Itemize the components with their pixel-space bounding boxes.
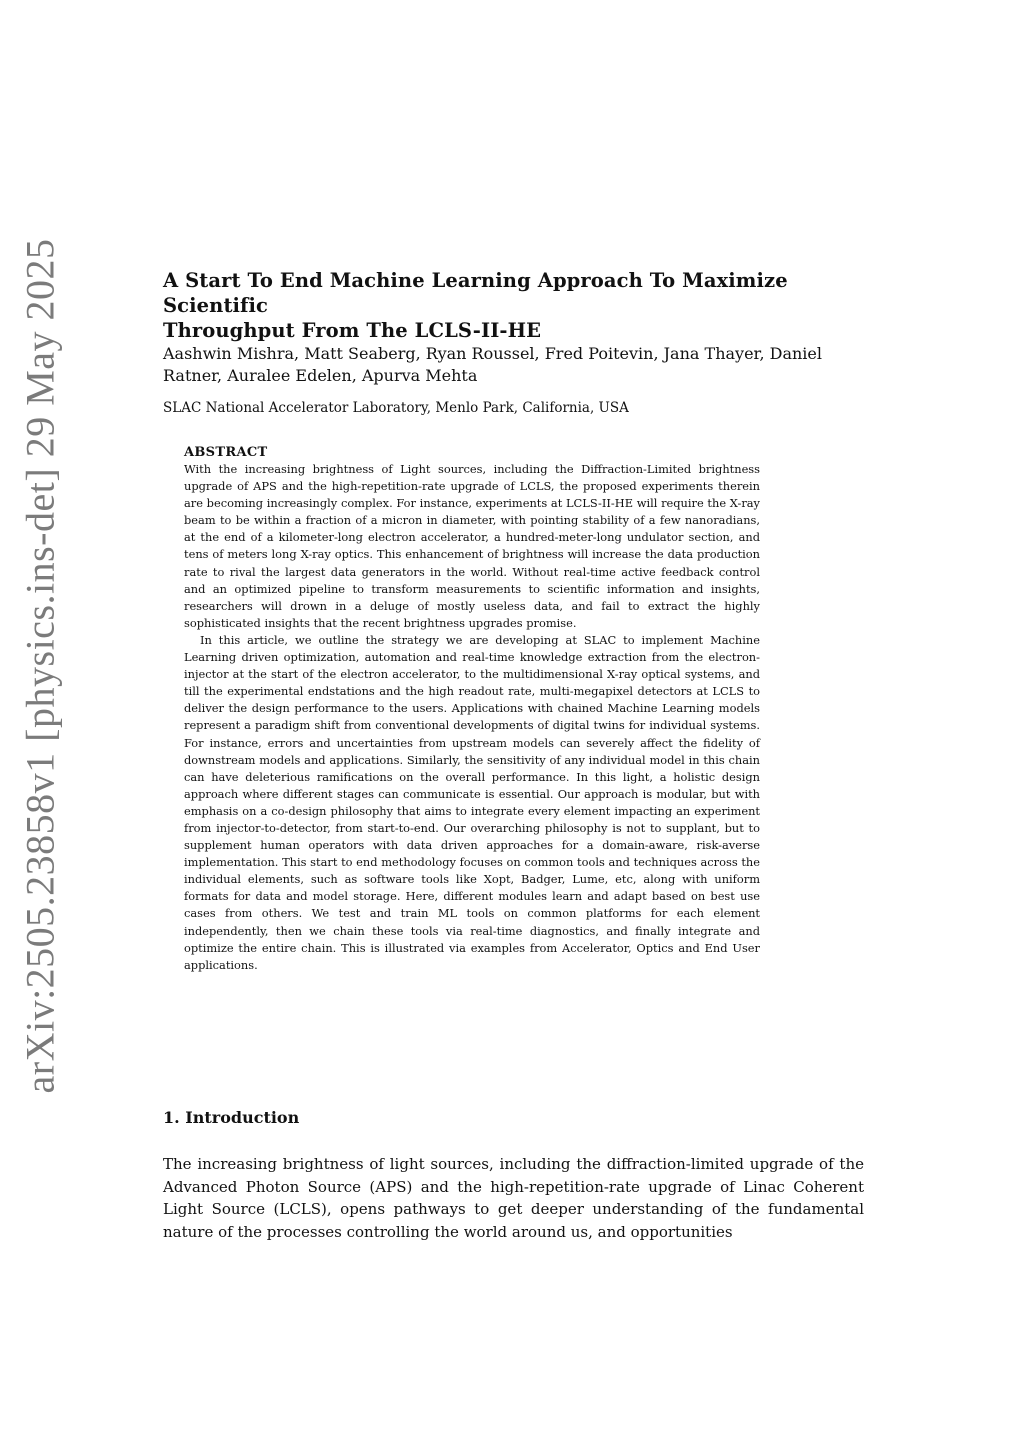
paper-title-line-1: A Start To End Machine Learning Approach To Maximize Scientific [163, 269, 788, 317]
introduction-paragraph: The increasing brightness of light sources, including the diffraction-limited upgrade of the Advanced Photon Source (APS) and the high-repetition-rate upgrade of Linac Coherent Light Source (LCLS), opens pathways to get deeper understanding of the fundamental nature of the processes controlling the world around us, and opportunities [163, 1155, 864, 1241]
abstract-paragraph-1: With the increasing brightness of Light sources, including the Diffraction-Limited brightness upgrade of APS and the high-repetition-rate upgrade of LCLS, the proposed experiments therein are becoming increasingly complex. For instance, experiments at LCLS-II-HE will require the X-ray beam to be within a fraction of a micron in diameter, with pointing stability of a few nanoradians, at the end of a kilometer-long electron accelerator, a hundred-meter-long undulator section, and tens of meters long X-ray optics. This enhancement of brightness will increase the data production rate to rival the largest data generators in the world. Without real-time active feedback control and an optimized pipeline to transform measurements to scientific information and insights, researchers will drown in a deluge of mostly useless data, and fail to extract the highly sophisticated insights that the recent brightness upgrades promise. [184, 462, 760, 630]
arxiv-identifier-stamp[interactable]: arXiv:2505.23858v1 [physics.ins-det] 29 May 2025 [17, 238, 63, 1094]
affiliation: SLAC National Accelerator Laboratory, Menlo Park, California, USA [163, 400, 629, 416]
paper-title-line-2: Throughput From The LCLS-II-HE [163, 319, 542, 342]
paper-title [163, 268, 863, 343]
author-list-line-1: Aashwin Mishra, Matt Seaberg, Ryan Roussel, Fred Poitevin, Jana Thayer, Daniel [163, 344, 822, 363]
introduction-heading: 1. Introduction [163, 1108, 300, 1127]
abstract-section [184, 444, 760, 974]
author-list-line-2: Ratner, Auralee Edelen, Apurva Mehta [163, 366, 478, 385]
abstract-paragraph-2: In this article, we outline the strategy we are developing at SLAC to implement Machine Learning driven optimization, automation and real-time knowledge extraction from the electron-injector at the start of the electron accelerator, to the multidimensional X-ray optical systems, and till the experimental endstations and the high readout rate, multi-megapixel detectors at LCLS to deliver the design performance to the users. Applications with chained Machine Learning models represent a paradigm shift from conventional developments of digital twins for individual systems. For instance, errors and uncertainties from upstream models can severely affect the fidelity of downstream models and applications. Similarly, the sensitivity of any individual model in this chain can have deleterious ramifications on the overall performance. In this light, a holistic design approach where different stages can communicate is essential. Our approach is modular, but with emphasis on a co-design philosophy that aims to integrate every element impacting an experiment from injector-to-detector, from start-to-end. Our overarching philosophy is not to supplant, but to supplement human operators with data driven approaches for a domain-aware, risk-averse implementation. This start to end methodology focuses on common tools and techniques across the individual elements, such as software tools like Xopt, Badger, Lume, etc, along with uniform formats for data and model storage. Here, different modules learn and adapt based on best use cases from others. We test and train ML tools on common platforms for each element independently, then we chain these tools via real-time diagnostics, and finally integrate and optimize the entire chain. This is illustrated via examples from Accelerator, Optics and End User applications. [184, 632, 760, 972]
abstract-heading: ABSTRACT [184, 445, 268, 460]
author-list [163, 343, 863, 387]
